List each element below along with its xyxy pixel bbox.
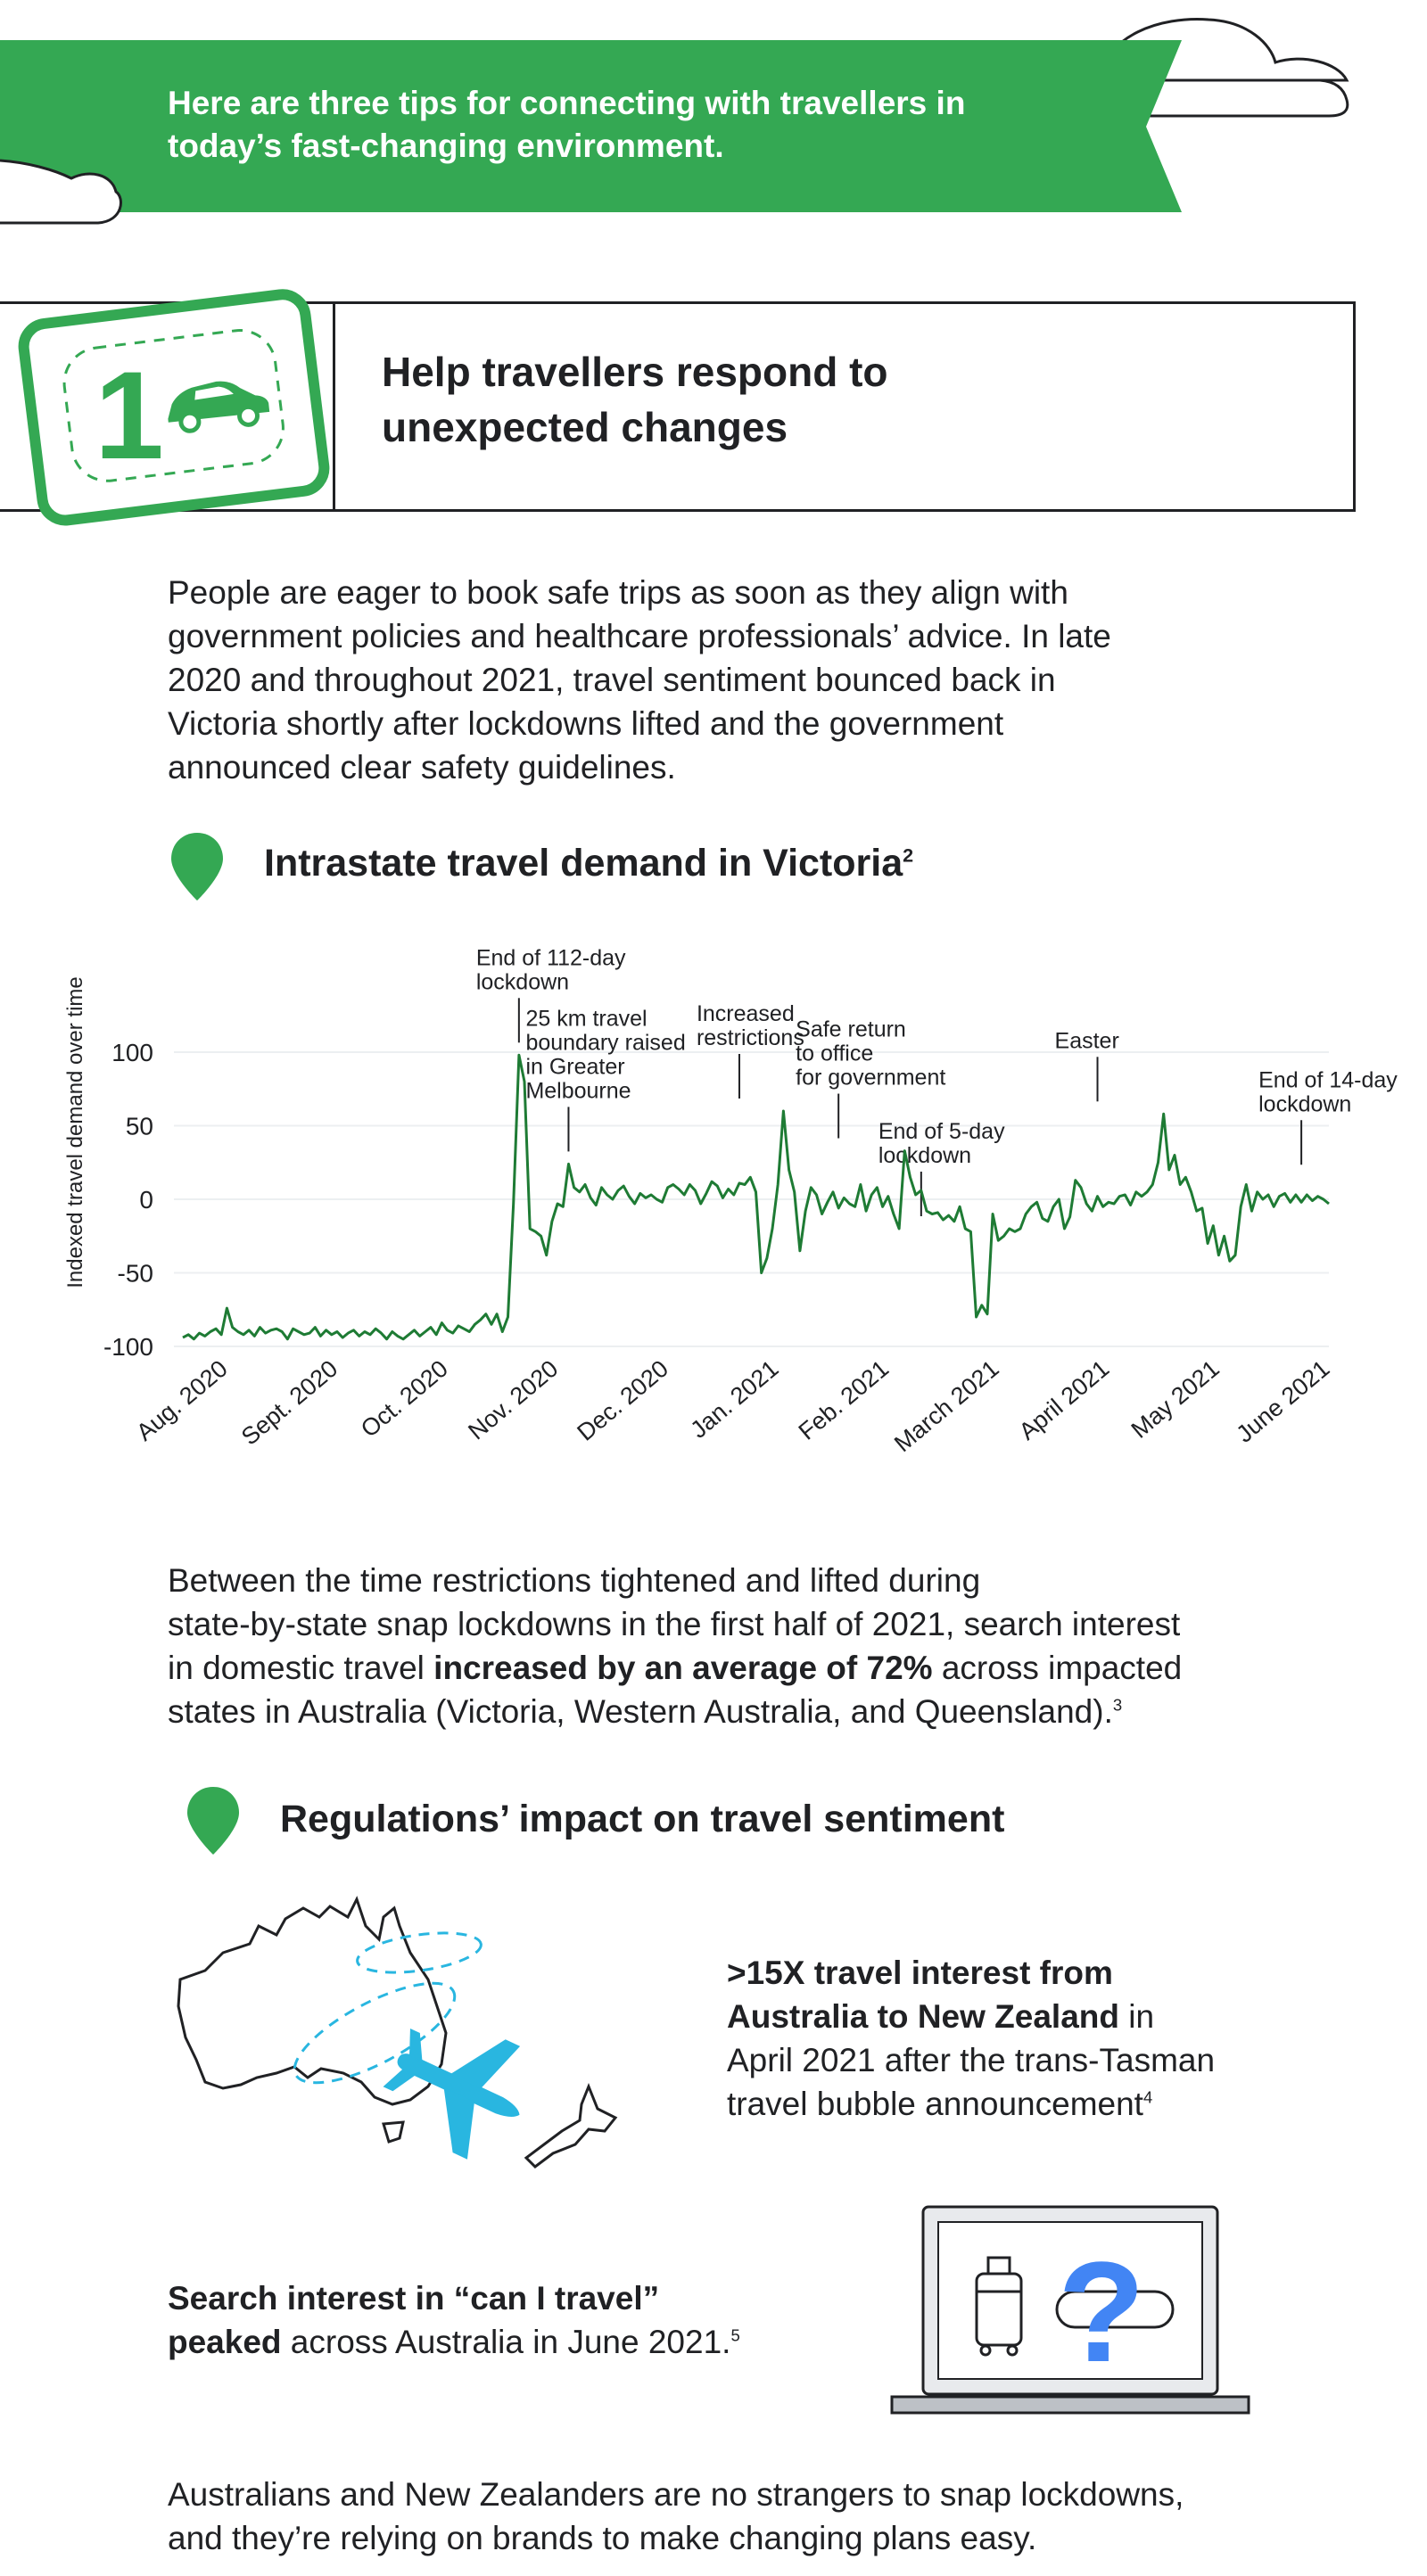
chart-y-tick-label: -50 [117, 1259, 153, 1288]
chart-x-tick-label: May 2021 [1126, 1354, 1225, 1444]
chart-annotation-label: Increased restrictions [696, 1001, 804, 1050]
stat-search-line-2-post: across Australia in June 2021. [281, 2324, 731, 2360]
chart-series-line [183, 1055, 1329, 1339]
stat-nz-line-2-post: in [1119, 1998, 1155, 2035]
stat-nz-footnote: 4 [1142, 2087, 1153, 2107]
chart-y-tick-label: 100 [111, 1039, 153, 1066]
intro-line: People are eager to book safe trips as soon as they align with [168, 574, 1068, 611]
between-line-4 [168, 1690, 1398, 1733]
between-line-1: Between the time restrictions tightened and lifted during [168, 1562, 981, 1599]
chart-annotation-label: Easter [1054, 1028, 1119, 1054]
banner-line-2: today’s fast-changing environment. [168, 128, 724, 164]
stat-nz [727, 1951, 1351, 2126]
intro-paragraph [168, 571, 1345, 789]
chart-heading-footnote: 2 [903, 844, 914, 867]
location-pin-icon [169, 831, 225, 902]
chart-heading-text: Intrastate travel demand in Victoria [264, 842, 903, 885]
between-line-3-pre: in domestic travel [168, 1650, 434, 1686]
intro-line: 2020 and throughout 2021, travel sentiment bounced back in [168, 662, 1056, 698]
chart-x-tick-label: Nov. 2020 [463, 1354, 564, 1445]
closing-line-2: and they’re relying on brands to make changing plans easy. [168, 2520, 1037, 2556]
stat-nz-headline-1: >15X travel interest from [727, 1955, 1113, 1991]
tasmania-icon [384, 2122, 403, 2142]
tip-number: 1 [95, 345, 164, 485]
chart-x-tick-label: June 2021 [1231, 1354, 1335, 1448]
between-footnote: 3 [1112, 1695, 1123, 1715]
location-pin-icon [186, 1785, 241, 1856]
chart-annotation-label: End of 14-day lockdown [1258, 1067, 1398, 1117]
chart-x-tick-label: Jan. 2021 [685, 1354, 784, 1444]
closing-paragraph [168, 2473, 1398, 2560]
stat-search [168, 2276, 792, 2364]
closing-line-1: Australians and New Zealanders are no strangers to snap lockdowns, [168, 2476, 1184, 2513]
chart-y-tick-label: -100 [103, 1333, 153, 1361]
between-paragraph [168, 1559, 1398, 1733]
laptop-icon [874, 2202, 1266, 2425]
chart-y-tick-label: 50 [125, 1112, 153, 1140]
chart-heading [264, 842, 913, 885]
between-line-3 [168, 1646, 1398, 1690]
between-line-2: state-by-state snap lockdowns in the first half of 2021, search interest [168, 1606, 1181, 1642]
stat-search-headline: Search interest in “can I travel” [168, 2280, 660, 2317]
stat-search-peaked: peaked [168, 2324, 282, 2360]
chart-x-tick-label: Feb. 2021 [793, 1354, 895, 1445]
chart-y-axis-label: Indexed travel demand over time [63, 976, 87, 1288]
chart-x-tick-label: Dec. 2020 [572, 1354, 673, 1446]
tip-title [382, 344, 1006, 455]
new-zealand-map-icon [526, 2086, 615, 2167]
line-chart [0, 918, 1427, 1543]
banner-text [168, 82, 1104, 168]
chart-x-tick-label: April 2021 [1013, 1354, 1115, 1445]
intro-line: government policies and healthcare professionals’ advice. In late [168, 618, 1111, 654]
intro-line: announced clear safety guidelines. [168, 749, 676, 786]
stat-nz-line-3: April 2021 after the trans-Tasman [727, 2042, 1216, 2078]
stat-nz-line-4: travel bubble announcement [727, 2086, 1143, 2122]
stat-search-footnote: 5 [730, 2325, 740, 2345]
chart-annotation-label: Safe return to office for government [796, 1016, 946, 1090]
chart-annotation-label: End of 5-day lockdown [878, 1119, 1005, 1168]
between-line-4-text: states in Australia (Victoria, Western Australia, and Queensland). [168, 1693, 1113, 1730]
chart-x-tick-label: Aug. 2020 [131, 1354, 233, 1446]
chart-annotation-label: 25 km travel boundary raised in Greater Melbourne [525, 1006, 686, 1104]
tip-badge [12, 282, 334, 533]
regulations-heading: Regulations’ impact on travel sentiment [280, 1798, 1005, 1840]
intro-line: Victoria shortly after lockdowns lifted and the government [168, 705, 1004, 742]
chart-x-tick-label: March 2021 [889, 1354, 1004, 1458]
chart-y-tick-label: 0 [139, 1186, 153, 1214]
banner-line-1: Here are three tips for connecting with travellers in [168, 85, 966, 121]
chart-x-tick-label: Sept. 2020 [235, 1354, 343, 1451]
stat-nz-headline-2: Australia to New Zealand [727, 1998, 1119, 2035]
between-highlight: increased by an average of 72% [433, 1650, 933, 1686]
between-line-3-post: across impacted [932, 1650, 1183, 1686]
tip-title-line-2: unexpected changes [382, 404, 788, 450]
tip-title-line-1: Help travellers respond to [382, 349, 888, 395]
chart-annotation-label: End of 112-day lockdown [475, 945, 626, 995]
australia-nz-map-illustration [169, 1890, 651, 2185]
question-mark-icon: ? [1058, 2232, 1145, 2391]
chart-x-tick-label: Oct. 2020 [355, 1354, 453, 1443]
